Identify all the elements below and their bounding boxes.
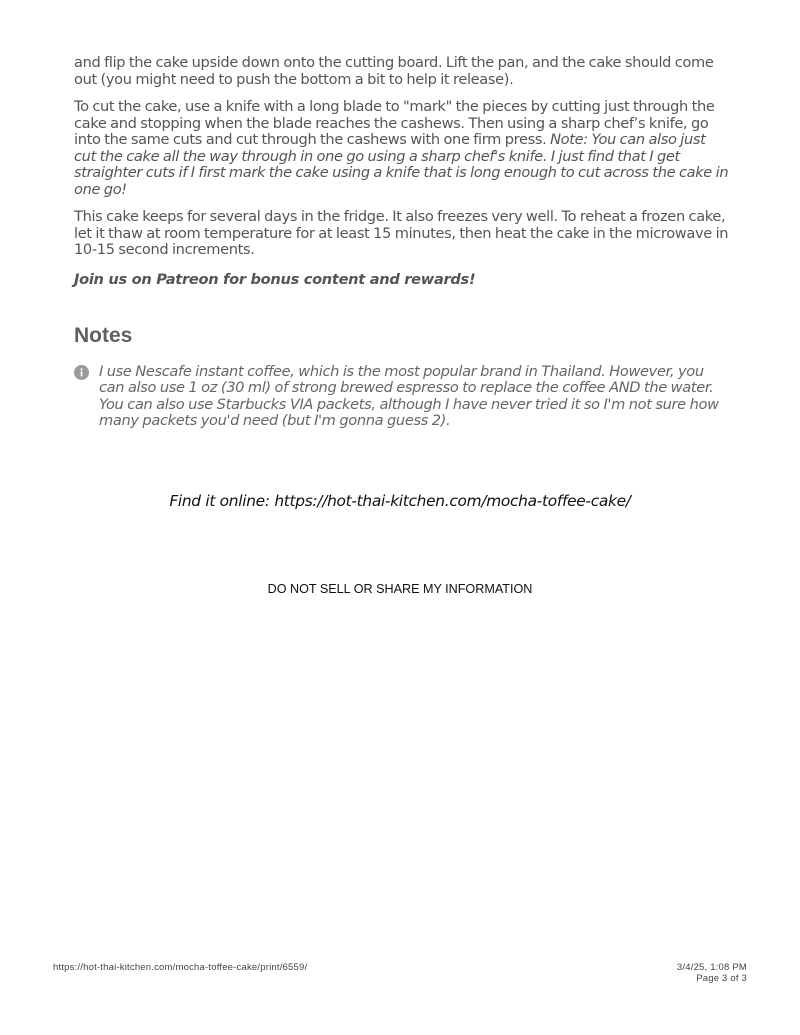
footer-url: https://hot-thai-kitchen.com/mocha-toffee-cake/print/6559/ [53,962,308,973]
find-online-line [0,492,800,510]
find-online-label: Find it online: [169,492,270,510]
note-text: I use Nescafe instant coffee, which is the most popular brand in Thailand. However, you can also use 1 oz (30 ml) of strong brewed espresso to replace the coffee AND the water. You can also use Starbucks VIA packets, although I have never tried it so I'm not sure how many packets you'd need (but I'm gonna guess 2). [99,362,719,429]
instruction-paragraph-1: and flip the cake upside down onto the cutting board. Lift the pan, and the cake should come out (you might need to push the bottom a bit to help it release). [74,54,714,88]
footer-datetime: 3/4/25, 1:08 PM [676,962,747,973]
notes-heading: Notes [74,323,133,347]
instruction-paragraph-3: This cake keeps for several days in the fridge. It also freezes very well. To reheat a frozen cake, let it thaw at room temperature for at least 15 minutes, then heat the cake in the microwave in 10-15 second increments. [74,208,729,258]
instruction-paragraph-2-text: To cut the cake, use a knife with a long blade to "mark" the pieces by cutting just through the cake and stopping when the blade reaches the cashews. Then using a sharp chef’s knife, go into the same cuts and cut through the cashews with one firm press. [74,98,715,148]
recipe-url-link[interactable]: https://hot-thai-kitchen.com/mocha-toffee-cake/ [274,492,631,510]
instruction-note: Note: You can also just cut the cake all the way through in one go using a sharp chef's knife. I just find that I get straighter cuts if I first mark the cake using a knife that is long enough to cut across the cake in one go! [74,131,729,198]
footer-meta [677,962,747,984]
footer-page-number: Page 3 of 3 [696,973,747,984]
info-icon [74,365,89,380]
instruction-paragraph-2 [74,99,730,198]
note-item [74,364,730,430]
do-not-sell-link[interactable]: DO NOT SELL OR SHARE MY INFORMATION [267,582,533,596]
recipe-content [74,55,730,430]
patreon-callout[interactable]: Join us on Patreon for bonus content and rewards! [74,270,476,288]
